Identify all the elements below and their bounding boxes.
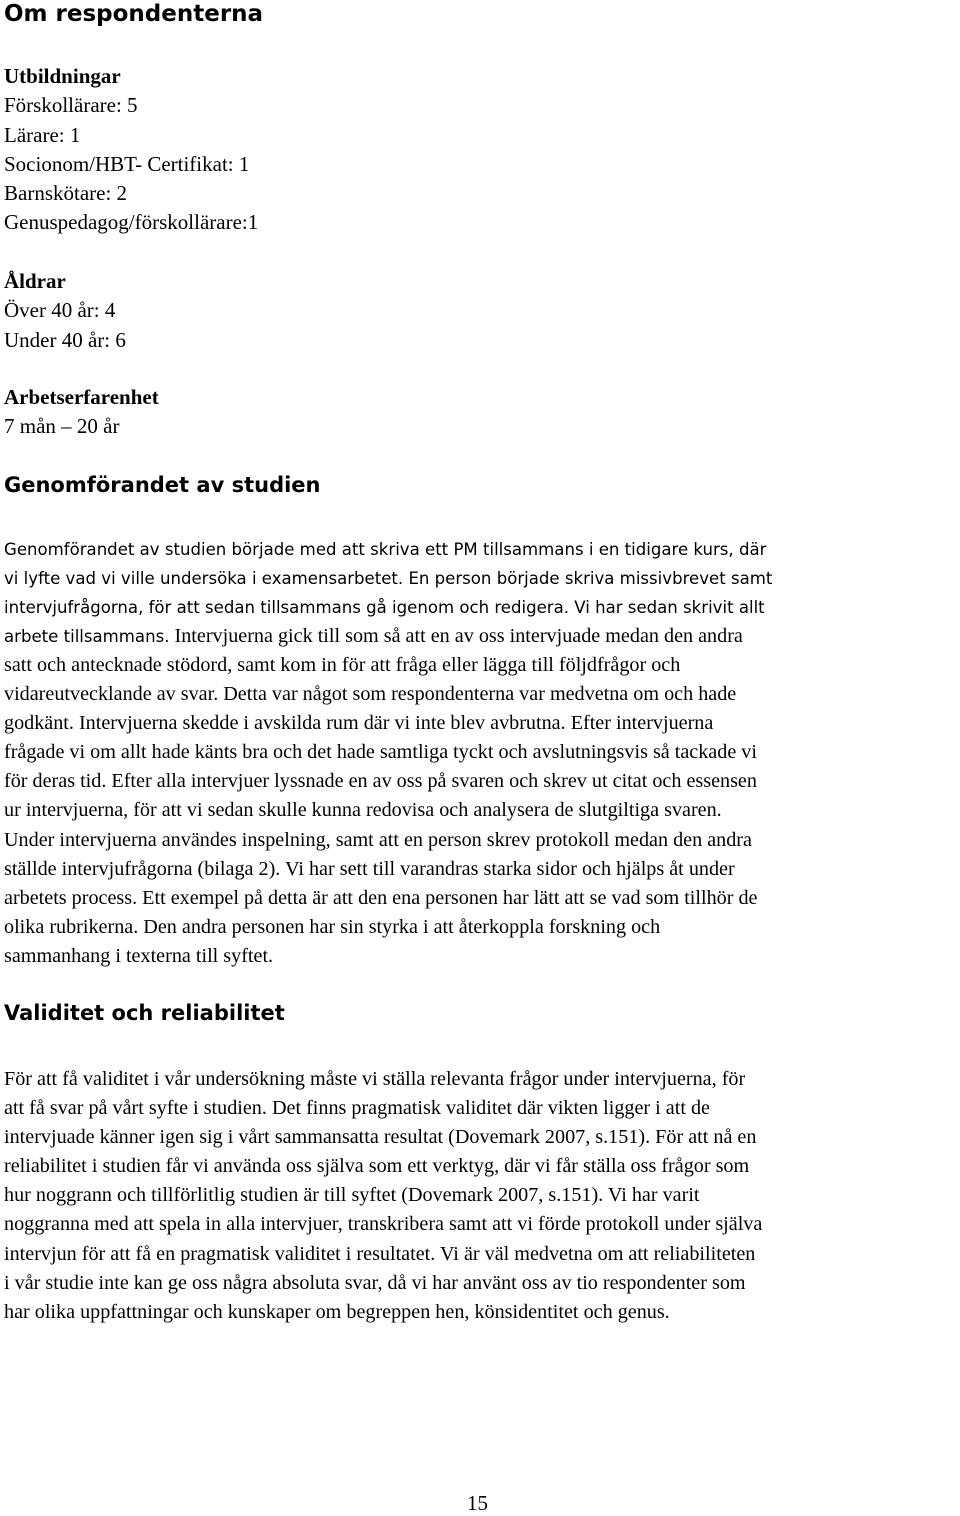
paragraph-line: Under intervjuerna användes inspelning, samt att en person skrev protokoll medan den andra bbox=[4, 828, 752, 851]
paragraph-line: noggranna med att spela in alla intervjuer, transkribera samt att vi förde protokoll under själva bbox=[4, 1213, 763, 1236]
ages-label: Åldrar bbox=[4, 269, 66, 293]
paragraph-fragment: arbete tillsammans. bbox=[4, 627, 170, 646]
paragraph-line: Genomförandet av studien började med att skriva ett PM tillsammans i en tidigare kurs, där bbox=[4, 540, 767, 559]
paragraph-line: frågade vi om allt hade känts bra och det hade samtliga tyckt och avslutningsvis så tackade vi bbox=[4, 741, 757, 764]
educations-section bbox=[4, 62, 258, 238]
paragraph-line: reliabilitet i studien får vi använda oss själva som ett verktyg, där vi får ställa oss frågor som bbox=[4, 1155, 750, 1178]
paragraph-line-mixed bbox=[4, 622, 954, 651]
education-item: Genuspedagog/förskollärare:1 bbox=[4, 210, 259, 235]
paragraph-line: hur noggrann och tillförlitlig studien är till syftet (Dovemark 2007, s.151). Vi har varit bbox=[4, 1184, 700, 1207]
paragraph-line: sammanhang i texterna till syftet. bbox=[4, 944, 274, 967]
paragraph-line: intervjufrågorna, för att sedan tillsammans gå igenom och redigera. Vi har sedan skrivit allt bbox=[4, 598, 765, 617]
execution-paragraph bbox=[4, 535, 956, 971]
education-item: Socionom/HBT- Certifikat: 1 bbox=[4, 151, 250, 176]
heading-execution: Genomförandet av studien bbox=[4, 473, 321, 497]
education-item: Lärare: 1 bbox=[4, 122, 81, 147]
paragraph-fragment: Intervjuerna gick till som så att en av oss intervjuade medan den andra bbox=[169, 625, 743, 647]
educations-label: Utbildningar bbox=[4, 64, 121, 88]
paragraph-line: olika rubrikerna. Den andra personen har sin styrka i att återkoppla forskning och bbox=[4, 915, 661, 938]
age-item: Under 40 år: 6 bbox=[4, 327, 126, 352]
experience-value: 7 mån – 20 år bbox=[4, 414, 120, 439]
education-item: Förskollärare: 5 bbox=[4, 93, 138, 118]
paragraph-line: intervjun för att få en pragmatisk validitet i resultatet. Vi är väl medvetna om att reliabiliteten bbox=[4, 1242, 756, 1265]
paragraph-line: För att få validitet i vår undersökning måste vi ställa relevanta frågor under intervjuerna, för bbox=[4, 1068, 746, 1090]
paragraph-line: i vår studie inte kan ge oss några absoluta svar, då vi har använt oss av tio respondenter som bbox=[4, 1271, 746, 1294]
page-number: 15 bbox=[467, 1491, 488, 1515]
education-item: Barnskötare: 2 bbox=[4, 181, 128, 206]
heading-validity: Validitet och reliabilitet bbox=[4, 1001, 285, 1025]
paragraph-line: för deras tid. Efter alla intervjuer lyssnade en av oss på svaren och skrev ut citat och essensen bbox=[4, 770, 757, 793]
paragraph-line: att få svar på vårt syfte i studien. Det finns pragmatisk validitet där vikten ligger i att de bbox=[4, 1097, 710, 1120]
experience-label: Arbetserfarenhet bbox=[4, 385, 159, 409]
paragraph-line: godkänt. Intervjuerna skedde i avskilda rum där vi inte blev avbrutna. Efter intervjuerna bbox=[4, 712, 714, 735]
paragraph-line: ur intervjuerna, för att vi sedan skulle kunna redovisa och analysera de slutgiltiga svaren. bbox=[4, 799, 722, 822]
paragraph-line: satt och antecknade stödord, samt kom in för att fråga eller lägga till följdfrågor och bbox=[4, 654, 681, 676]
paragraph-line: vi lyfte vad vi ville undersöka i examensarbetet. En person började skriva missivbrevet samt bbox=[4, 569, 773, 588]
heading-respondents: Om respondenterna bbox=[4, 1, 264, 27]
validity-paragraph bbox=[4, 1065, 956, 1327]
ages-section bbox=[4, 267, 126, 355]
paragraph-line: vidareutvecklande av svar. Detta var något som respondenterna var medvetna om och hade bbox=[4, 683, 737, 706]
age-item: Över 40 år: 4 bbox=[4, 298, 116, 323]
paragraph-line: intervjuade känner igen sig i vårt sammansatta resultat (Dovemark 2007, s.151). För att nå en bbox=[4, 1126, 757, 1149]
paragraph-line: ställde intervjufrågorna (bilaga 2). Vi har sett till varandras starka sidor och hjälps åt under bbox=[4, 857, 735, 880]
paragraph-line: arbetets process. Ett exempel på detta är att den ena personen har lätt att se vad som tillhör de bbox=[4, 886, 758, 909]
paragraph-line: har olika uppfattningar och kunskaper om begreppen hen, könsidentitet och genus. bbox=[4, 1300, 670, 1323]
experience-section bbox=[4, 383, 159, 442]
